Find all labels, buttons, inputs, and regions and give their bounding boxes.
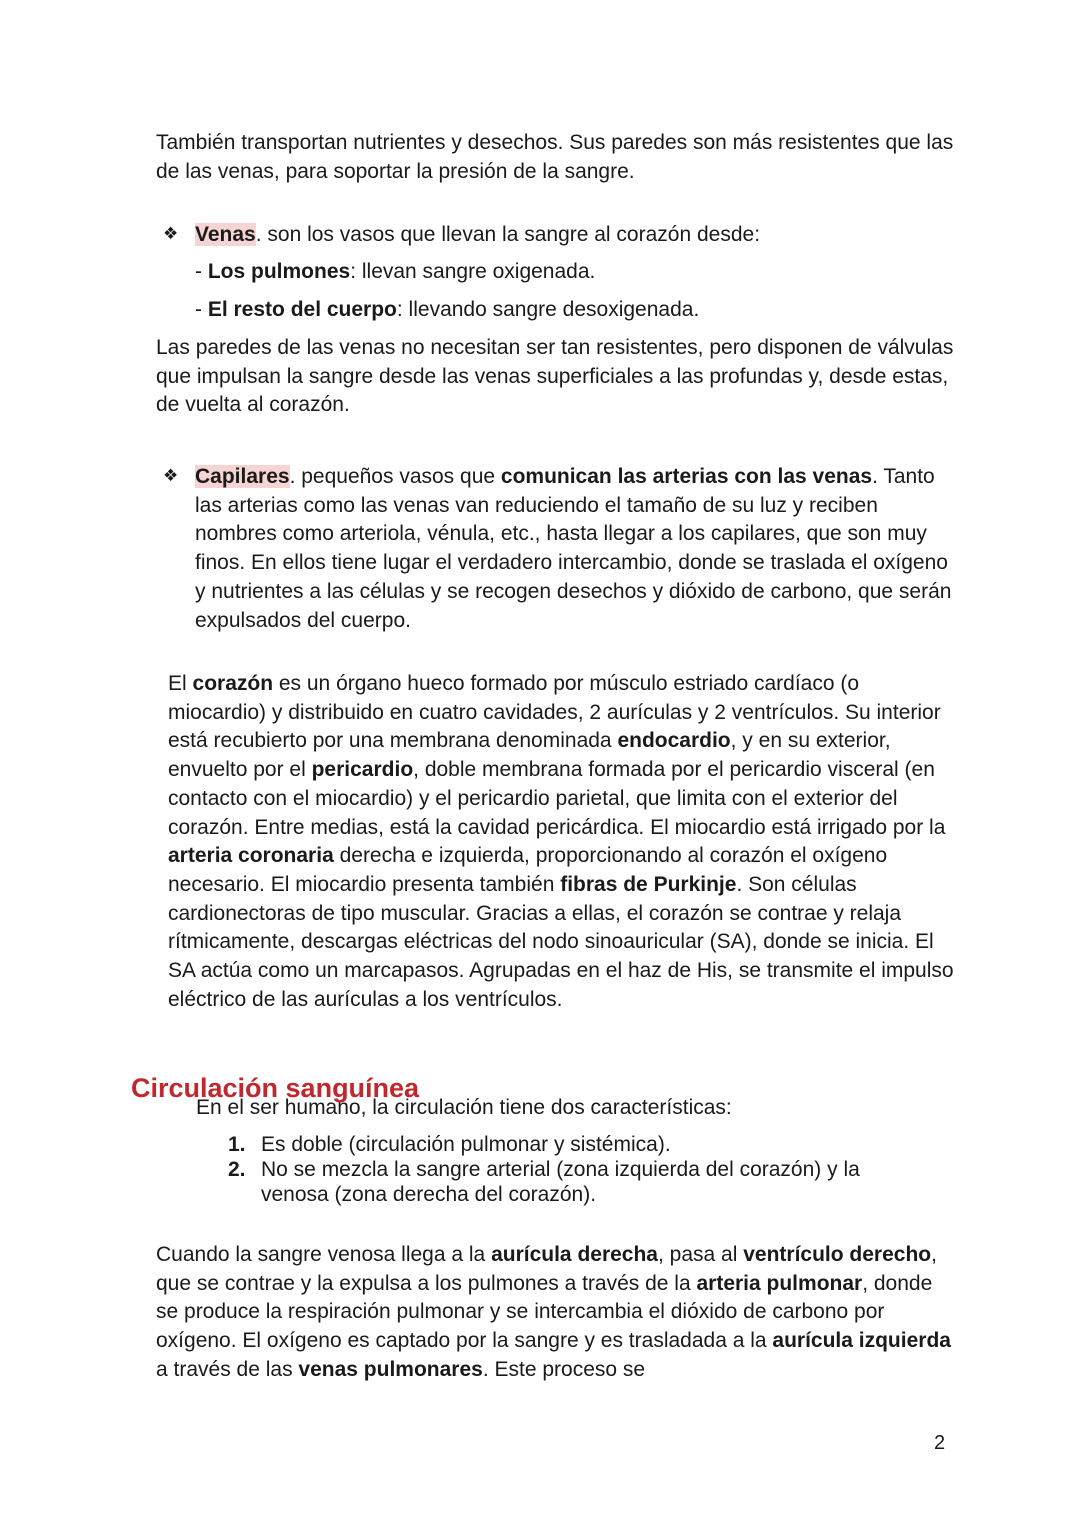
capilares-bullet-icon: ❖ — [163, 466, 179, 485]
list-item-number: 1. — [228, 1133, 246, 1156]
intro-paragraph: También transportan nutrientes y desechos. Sus paredes son más resistentes que las de las venas, para soportar la presión de la sangre. — [156, 131, 954, 183]
list-item-number: 2. — [228, 1158, 246, 1181]
venas-term: Venas — [195, 223, 256, 246]
list-item: Es doble (circulación pulmonar y sistémica). — [261, 1133, 671, 1156]
venas-sub-pulmones: - Los pulmones: llevan sangre oxigenada. — [195, 260, 596, 283]
section-heading: Circulación sanguínea — [131, 1073, 420, 1104]
page-number: 2 — [934, 1432, 946, 1454]
venas-sub-resto-term: El resto del cuerpo — [207, 298, 397, 321]
circulacion-intro: En el ser humano, la circulación tiene dos características: — [196, 1096, 732, 1119]
venas-sub-resto: - El resto del cuerpo: llevando sangre desoxigenada. — [195, 298, 700, 321]
final-paragraph: Cuando la sangre venosa llega a la aurícula derecha, pasa al ventrículo derecho, que se contrae y la expulsa a los pulmones a través de la arteria pulmonar, donde se produce la respiración pulmonar y se intercambia el dióxido de carbono por oxígeno. El oxígeno es captado por la sangre y es trasladada a la aurícula izquierda a través de las venas pulmonares. Este proceso se — [156, 1243, 951, 1381]
corazon-paragraph: El corazón es un órgano hueco formado por músculo estriado cardíaco (o miocardio) y distribuido en cuatro cavidades, 2 aurículas y 2 ventrículos. Su interior está recubierto por una membrana denominada endocardio, y en su exterior, envuelto por el pericardio, doble membrana formada por el pericardio visceral (en contacto con el miocardio) y el pericardio parietal, que limita con el exterior del corazón. Entre medias, está la cavidad pericárdica. El miocardio está irrigado por la arteria coronaria derecha e izquierda, proporcionando al corazón el oxígeno necesario. El miocardio presenta también fibras de Purkinje. Son células cardionectoras de tipo muscular. Gracias a ellas, el corazón se contrae y relaja rítmicamente, descargas eléctricas del nodo sinoauricular (SA), donde se inicia. El SA actúa como un marcapasos. Agrupadas en el haz de His, se transmite el impulso eléctrico de las aurículas a los ventrículos. — [168, 672, 954, 1011]
venas-paragraph: Las paredes de las venas no necesitan ser tan resistentes, pero disponen de válvulas que impulsan la sangre desde las venas superficiales a las profundas y, desde estas, de vuelta al corazón. — [156, 336, 954, 417]
list-item: No se mezcla la sangre arterial (zona izquierda del corazón) y la venosa (zona derecha del corazón). — [261, 1158, 860, 1206]
venas-text: . son los vasos que llevan la sangre al corazón desde: — [255, 223, 761, 246]
venas-item — [195, 221, 955, 250]
venas-sub-pulmones-term: Los pulmones — [207, 260, 351, 283]
capilares-term: Capilares — [195, 465, 290, 488]
capilares-item: Capilares. pequeños vasos que comunican las arterias con las venas. Tanto las arterias como las venas van reduciendo el tamaño de su luz y reciben nombres como arteriola, vénula, etc., hasta llegar a los capilares, que son muy finos. En ellos tiene lugar el verdadero intercambio, donde se traslada el oxígeno y nutrientes a las células y se recogen desechos y dióxido de carbono, que serán expulsados del cuerpo. — [195, 465, 952, 632]
venas-bullet-icon: ❖ — [163, 224, 179, 243]
